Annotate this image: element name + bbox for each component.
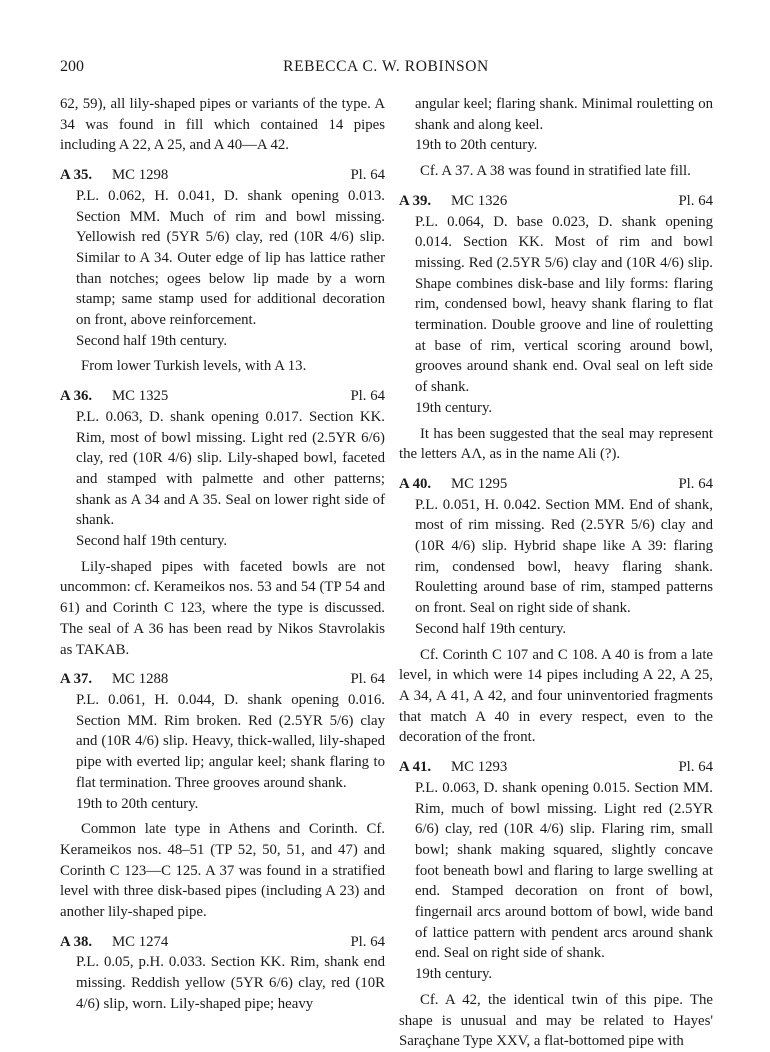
entry-id: A 35. — [60, 167, 93, 184]
entry-id: A 38. — [60, 933, 93, 950]
entry-note: From lower Turkish levels, with A 13. — [81, 358, 307, 375]
entry-date: 19th century. — [415, 966, 493, 983]
catalog-entry-a38 — [60, 932, 385, 1015]
entry-mc-number: MC 1288 — [112, 671, 169, 688]
catalog-entry-a35 — [60, 165, 385, 377]
right-column — [399, 94, 713, 1052]
entry-heading — [60, 386, 385, 407]
entry-date: 19th to 20th century. — [415, 137, 538, 154]
entry-description: P.L. 0.064, D. base 0.023, D. shank opening 0.014. Section KK. Most of rim and bowl missing. Red (2.5YR 5/6) clay and (10R 4/6) slip. Shape combines disk-base and lily forms: flaring rim, condensed bowl, heavy shank flaring to flat termination. Double groove and line of rouletting at base of rim, vertical scoring around bowl, grooves around shank end. Oval seal on left side of shank. — [415, 213, 713, 396]
entry-description: P.L. 0.061, H. 0.044, D. shank opening 0.016. Section MM. Rim broken. Red (2.5YR 5/6) clay and (10R 4/6) slip. Heavy, thick-walled, lily-shaped pipe with everted lip; angular keel; shank flaring to flat termination. Three grooves around shank. — [76, 691, 385, 791]
entry-note: Cf. Corinth C 107 and C 108. A 40 is from a late level, in which were 14 pipes including A 22, A 25, A 34, A 41, A 42, and four uninventoried fragments that match A 40 in every respect, even to the decoration of the front. — [399, 646, 713, 746]
entry-date: Second half 19th century. — [76, 332, 228, 349]
catalog-entry-a41 — [399, 757, 713, 1052]
catalog-entry-a40 — [399, 474, 713, 748]
catalog-entry-a39 — [399, 191, 713, 465]
catalog-entry-a36 — [60, 386, 385, 660]
running-head: REBECCA C. W. ROBINSON — [283, 58, 489, 75]
entry-description: P.L. 0.051, H. 0.042. Section MM. End of shank, most of rim missing. Red (2.5YR 5/6) clay and (10R 4/6) slip. Hybrid shape like A 39: flaring rim, condensed bowl, heavy flaring shank. Rouletting around base of rim, stamped patterns on front. Seal on right side of shank. — [415, 496, 713, 617]
entry-mc-number: MC 1298 — [112, 167, 169, 184]
entry-plate: Pl. 64 — [350, 167, 385, 184]
page-header — [60, 58, 712, 82]
entry-plate: Pl. 64 — [678, 759, 713, 776]
entry-plate: Pl. 64 — [350, 388, 385, 405]
entry-heading — [399, 191, 713, 212]
entry-mc-number: MC 1295 — [451, 475, 508, 492]
entry-heading — [60, 932, 385, 953]
entry-heading — [60, 669, 385, 690]
entry-note: Lily-shaped pipes with faceted bowls are not uncommon: cf. Kerameikos nos. 53 and 54 (TP 54 and 61) and Corinth C 123, where the type is discussed. The seal of A 36 has been read by Nikos Stavrolakis as TAKAB. — [60, 558, 385, 658]
entry-id: A 39. — [399, 192, 432, 209]
entry-description: P.L. 0.05, p.H. 0.033. Section KK. Rim, shank end missing. Reddish yellow (5YR 6/6) clay, red (10R 4/6) slip, worn. Lily-shaped pipe; heavy — [76, 954, 385, 1012]
entry-plate: Pl. 64 — [678, 475, 713, 492]
entry-note: Cf. A 37. A 38 was found in stratified late fill. — [420, 163, 691, 180]
catalog-entry-a37 — [60, 669, 385, 922]
page-number: 200 — [60, 58, 84, 75]
left-column — [60, 94, 385, 1015]
entry-id: A 41. — [399, 759, 432, 776]
entry-id: A 37. — [60, 671, 93, 688]
entry-plate: Pl. 64 — [350, 933, 385, 950]
entry-description: P.L. 0.063, D. shank opening 0.017. Section KK. Rim, most of bowl missing. Light red (2.5YR 6/6) clay, red (10R 4/6) slip. Lily-shaped bowl, faceted and stamped with palmette and other patterns; shank as A 34 and A 35. Seal on lower right side of shank. — [76, 408, 385, 529]
entry-note: Common late type in Athens and Corinth. Cf. Kerameikos nos. 48–51 (TP 52, 50, 51, and 47) and Corinth C 123—C 125. A 37 was found in a stratified level with three disk-based pipes (including A 23) and another lily-shaped pipe. — [60, 821, 385, 921]
entry-mc-number: MC 1325 — [112, 388, 169, 405]
entry-mc-number: MC 1274 — [112, 933, 169, 950]
entry-date: Second half 19th century. — [76, 533, 228, 550]
entry-note: It has been suggested that the seal may represent the letters ΑΛ, as in the name Ali (?). — [399, 425, 713, 463]
entry-id: A 36. — [60, 388, 93, 405]
entry-plate: Pl. 64 — [678, 192, 713, 209]
entry-heading — [399, 757, 713, 778]
entry-id: A 40. — [399, 475, 432, 492]
intro-paragraph: 62, 59), all lily-shaped pipes or variants of the type. A 34 was found in fill which contained 14 pipes including A 22, A 25, and A 40—A 42. — [60, 96, 385, 154]
entry-note: Cf. A 42, the identical twin of this pipe. The shape is unusual and may be related to Hayes' Saraçhane Type XXV, a flat-bottomed pipe with — [399, 991, 713, 1050]
entry-mc-number: MC 1293 — [451, 759, 508, 776]
entry-plate: Pl. 64 — [350, 671, 385, 688]
entry-date: Second half 19th century. — [415, 620, 567, 637]
entry-date: 19th century. — [415, 399, 493, 416]
entry-heading — [60, 165, 385, 186]
entry-description: P.L. 0.062, H. 0.041, D. shank opening 0.013. Section MM. Much of rim and bowl missing. Yellowish red (5YR 5/6) clay, red (10R 4/6) slip. Similar to A 34. Outer edge of lip has lattice rather than notches; ogees below lip made by a worn stamp; same stamp used for additional decoration on front, above reinforcement. — [76, 187, 385, 329]
entry-description-continued: angular keel; flaring shank. Minimal rouletting on shank and along keel. — [415, 96, 713, 133]
entry-description: P.L. 0.063, D. shank opening 0.015. Section MM. Rim, much of bowl missing. Light red (2.5YR 6/6) clay, red (10R 4/6) slip. Flaring rim, small bowl; shank making squared, slightly concave foot beneath bowl and flaring to large swelling at end. Stamped decoration on front of bowl, fingernail arcs around bottom of bowl, wide band of lattice pattern with pendent arcs around shank end. Seal on right side of shank. — [415, 779, 713, 962]
entry-mc-number: MC 1326 — [451, 192, 508, 209]
entry-heading — [399, 474, 713, 495]
entry-date: 19th to 20th century. — [76, 795, 199, 812]
